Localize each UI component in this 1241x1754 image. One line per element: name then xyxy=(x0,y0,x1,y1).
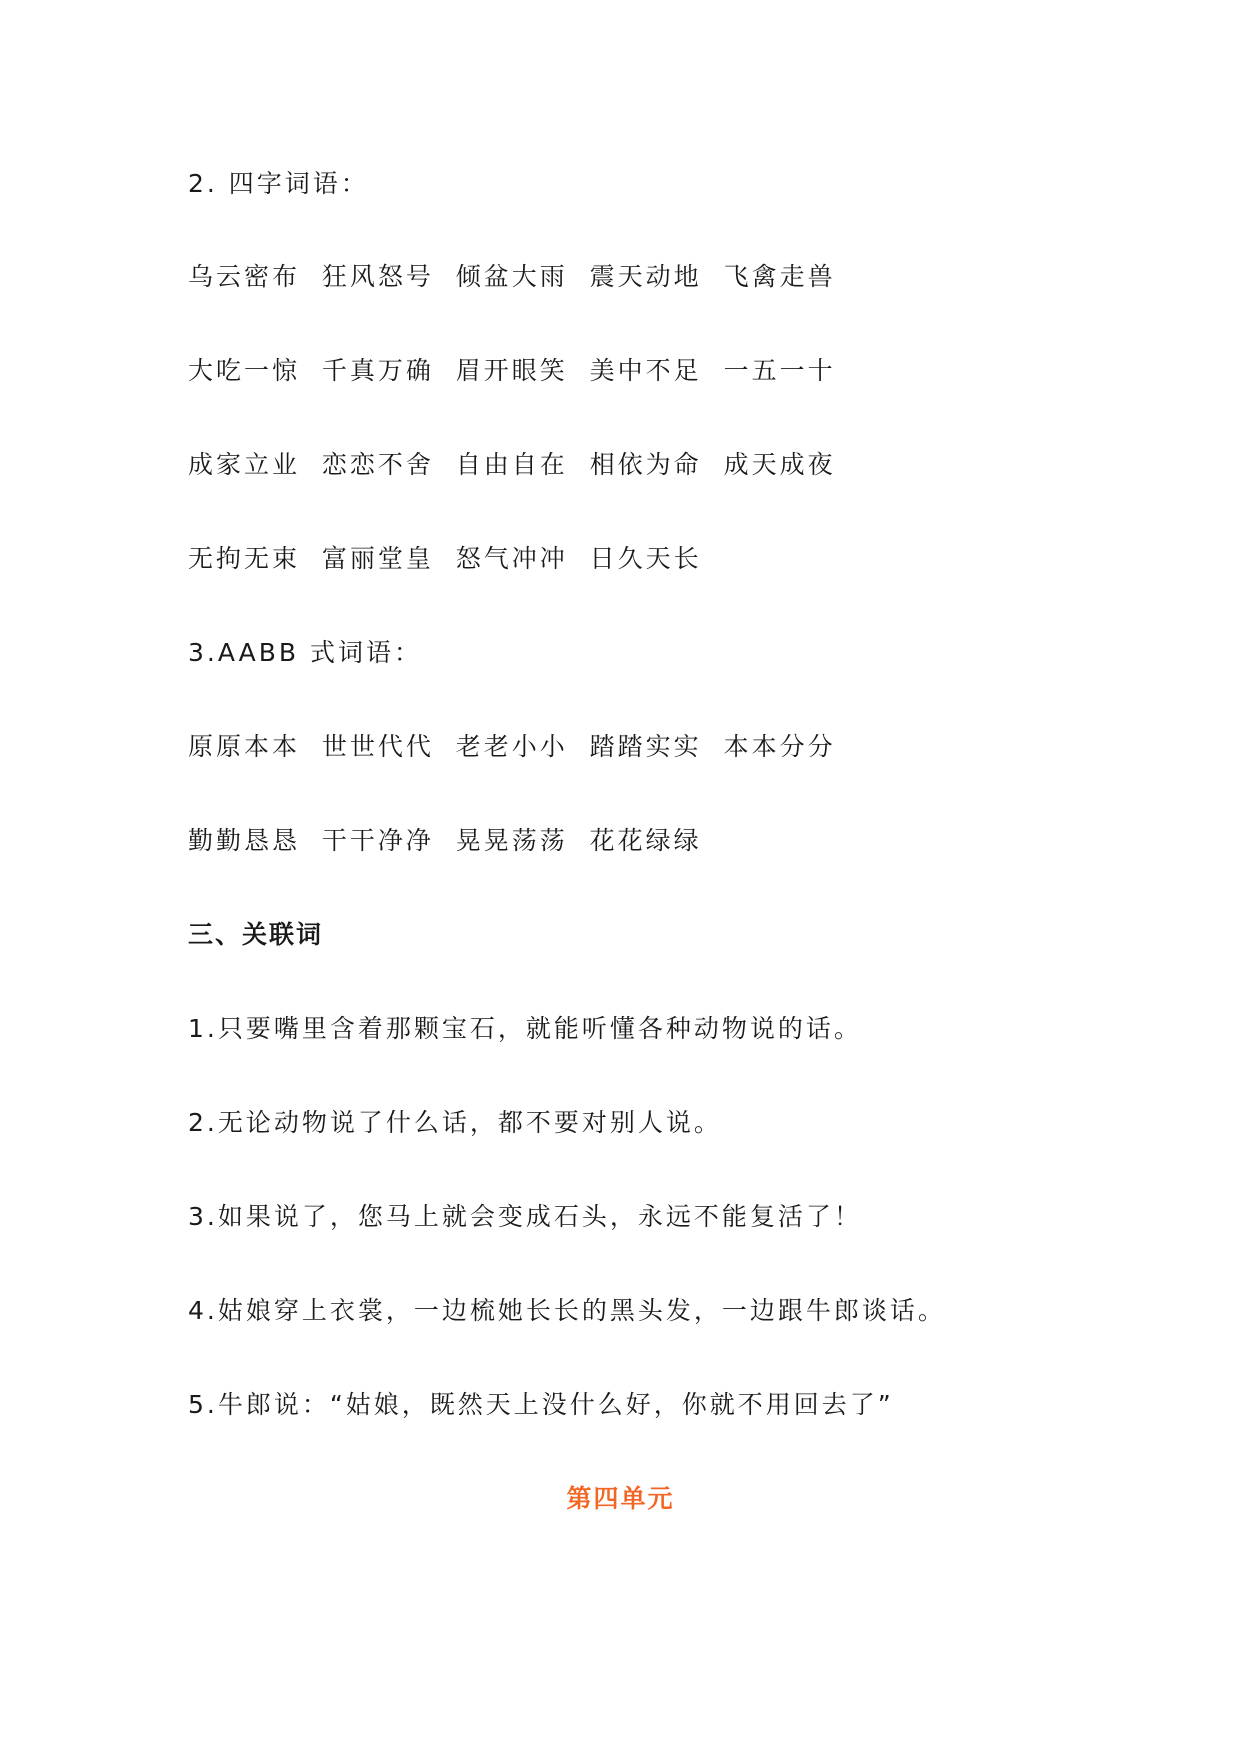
four-char-row: 大吃一惊 千真万确 眉开眼笑 美中不足 一五一十 xyxy=(188,356,836,385)
aabb-section-title: 3.AABB 式词语： xyxy=(188,638,423,667)
unit-title: 第四单元 xyxy=(566,1484,675,1513)
four-char-row: 成家立业 恋恋不舍 自由自在 相依为命 成天成夜 xyxy=(188,450,836,479)
four-char-section-title: 2. 四字词语： xyxy=(188,169,369,198)
aabb-row: 勤勤恳恳 干干净净 晃晃荡荡 花花绿绿 xyxy=(188,826,702,855)
conjunction-sentence: 5.牛郎说：“姑娘，既然天上没什么好，你就不用回去了” xyxy=(188,1390,894,1419)
aabb-row: 原原本本 世世代代 老老小小 踏踏实实 本本分分 xyxy=(188,732,836,761)
four-char-row: 无拘无束 富丽堂皇 怒气冲冲 日久天长 xyxy=(188,544,702,573)
conjunctions-heading: 三、关联词 xyxy=(188,920,324,949)
conjunction-sentence: 4.姑娘穿上衣裳，一边梳她长长的黑头发，一边跟牛郎谈话。 xyxy=(188,1296,946,1325)
conjunction-sentence: 2.无论动物说了什么话，都不要对别人说。 xyxy=(188,1108,722,1137)
conjunction-sentence: 1.只要嘴里含着那颗宝石，就能听懂各种动物说的话。 xyxy=(188,1014,862,1043)
conjunction-sentence: 3.如果说了，您马上就会变成石头，永远不能复活了！ xyxy=(188,1202,862,1231)
four-char-row: 乌云密布 狂风怒号 倾盆大雨 震天动地 飞禽走兽 xyxy=(188,262,836,291)
